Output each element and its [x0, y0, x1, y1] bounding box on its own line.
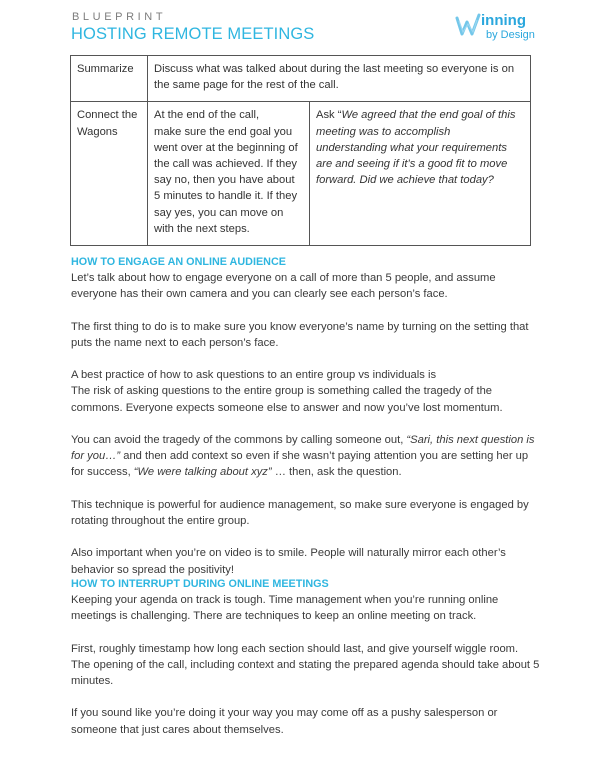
row-description-body: make sure the end goal you went over at the beginning of the call was achieved. If they say no, then you have about 5 minutes to handle it. If they say yes, you can move on with the next steps. [154, 125, 298, 235]
row-description: Discuss what was talked about during the last meeting so everyone is on the same page for the rest of the call. [148, 56, 531, 102]
row-description-line1: At the end of the call, [154, 109, 260, 122]
paragraph: Also important when you’re on video is to smile. People will naturally mirror each other’s behavior so spread the positivity! [71, 547, 506, 576]
paragraph-text: and then add context so even if she wasn’t paying attention you are setting her up for success, [71, 450, 529, 479]
row-description [148, 102, 310, 246]
paragraph: Keeping your agenda on track is tough. Time management when you’re running online meetings is challenging. There are techniques to keep an online meeting on track. [71, 594, 499, 623]
row-label: Connect the Wagons [71, 102, 148, 246]
section-heading: HOW TO ENGAGE AN ONLINE AUDIENCE [71, 256, 286, 268]
paragraph [71, 367, 541, 416]
paragraph [71, 641, 541, 690]
section-heading: HOW TO INTERRUPT DURING ONLINE MEETINGS [71, 578, 329, 590]
row-label: Summarize [71, 56, 148, 102]
paragraph-line: The risk of asking questions to the entire group is something called the tragedy of the commons. Everyone expects someone else to answer and now you’ve lost momentum. [71, 385, 503, 414]
script-text: We agreed that the end goal of this meeting was to accomplish understanding what your requirements are and seeing if it’s a good fit to move forward. Did we achieve that today? [316, 109, 516, 187]
w-logo-icon [455, 12, 481, 38]
header-kicker: BLUEPRINT [72, 11, 167, 23]
paragraph-line: A best practice of how to ask questions to an entire group vs individuals is [71, 369, 437, 382]
quote-text: “Sari, this next question is for you…” [71, 433, 535, 463]
table-row [71, 56, 531, 102]
paragraph [71, 432, 541, 481]
brand-logo [455, 10, 535, 42]
paragraph-text: … then, ask the question. [271, 466, 402, 479]
logo-text-winning: inning [481, 12, 526, 29]
script-prefix: Ask “ [316, 109, 342, 122]
quote-text: “We were talking about xyz” [133, 466, 272, 479]
paragraph: Let’s talk about how to engage everyone on a call of more than 5 people, and assume everyone has their own camera and you can clearly see each person’s face. [71, 272, 496, 301]
section-interrupt [71, 576, 541, 754]
paragraph-text: You can avoid the tragedy of the commons by calling someone out, [71, 433, 407, 446]
paragraph-line: The opening of the call, including context and stating the prepared agenda should take about 5 minutes. [71, 658, 540, 687]
logo-text-by-design: by Design [486, 29, 535, 41]
steps-table [70, 55, 531, 246]
table-row [71, 102, 531, 246]
row-script [310, 102, 531, 246]
paragraph: If you sound like you’re doing it your way you may come off as a pushy salesperson or someone that just cares about themselves. [71, 707, 498, 736]
section-engage [71, 254, 541, 594]
page-title: HOSTING REMOTE MEETINGS [71, 25, 315, 43]
paragraph: The first thing to do is to make sure you know everyone’s name by turning on the setting that puts the name next to each person’s face. [71, 320, 529, 349]
paragraph-line: First, roughly timestamp how long each section should last, and give yourself wiggle room. [71, 642, 519, 655]
paragraph: This technique is powerful for audience management, so make sure everyone is engaged by rotating throughout the entire group. [71, 498, 529, 527]
